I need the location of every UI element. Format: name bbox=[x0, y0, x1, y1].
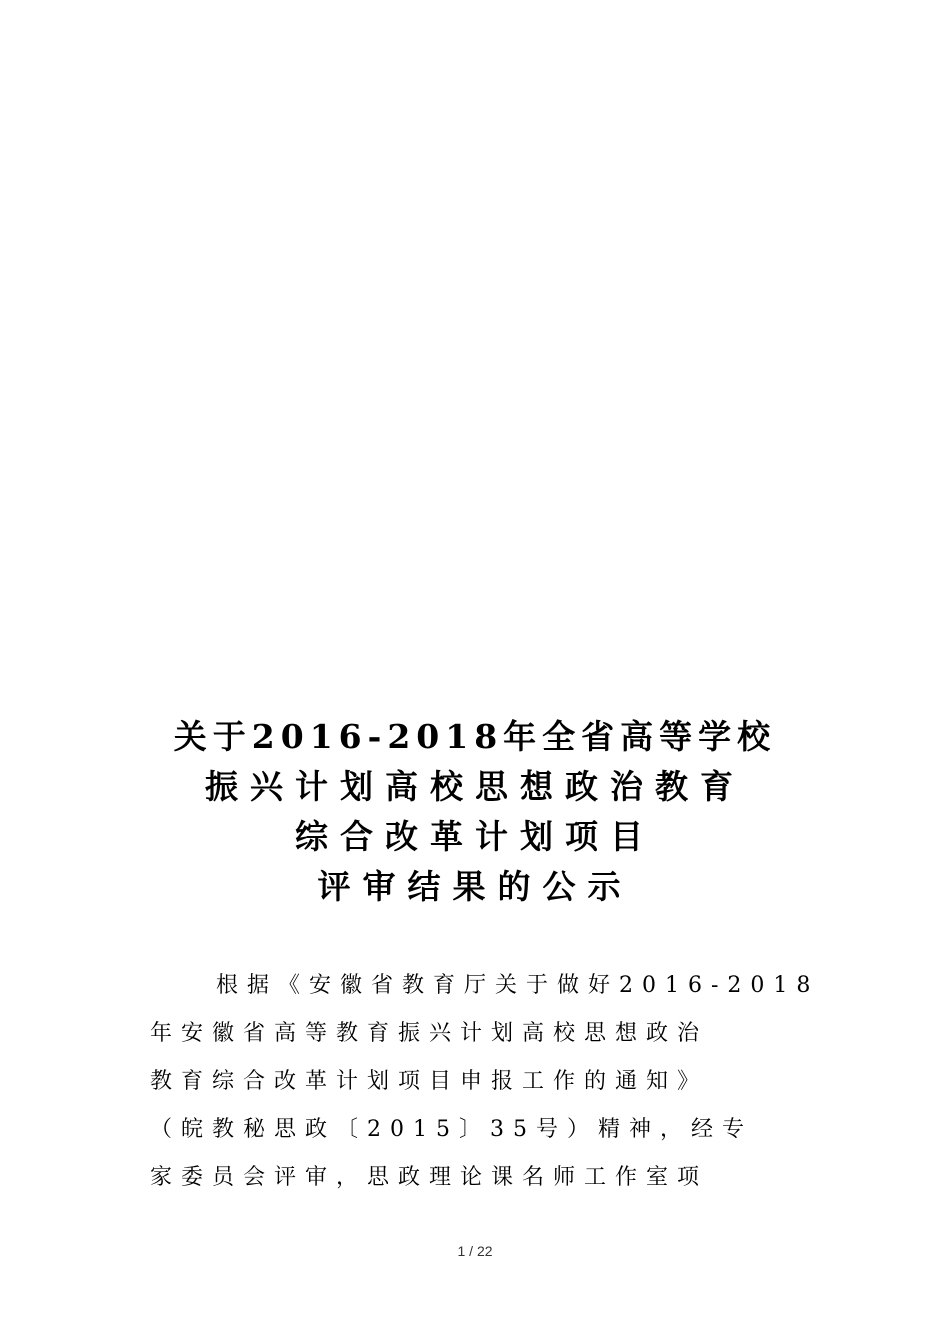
body-line-4: （皖教秘思政〔2015〕35号）精神，经专 bbox=[150, 1117, 753, 1142]
body-paragraph bbox=[150, 962, 820, 1202]
title-line-1: 关于2016-2018年全省高等学校 bbox=[173, 717, 777, 756]
title-line-4: 评审结果的公示 bbox=[317, 867, 633, 906]
body-line-1: 根据《安徽省教育厅关于做好2016-2018 bbox=[216, 973, 820, 998]
body-line-5: 家委员会评审，思政理论课名师工作室项 bbox=[150, 1165, 709, 1190]
title-line-2: 振兴计划高校思想政治教育 bbox=[205, 767, 745, 806]
document-title bbox=[0, 712, 950, 912]
title-line-3: 综合改革计划项目 bbox=[295, 817, 655, 856]
body-line-2: 年安徽省高等教育振兴计划高校思想政治 bbox=[150, 1021, 709, 1046]
body-line-3: 教育综合改革计划项目申报工作的通知》 bbox=[150, 1069, 709, 1094]
page-number: 1 / 22 bbox=[457, 1243, 493, 1259]
